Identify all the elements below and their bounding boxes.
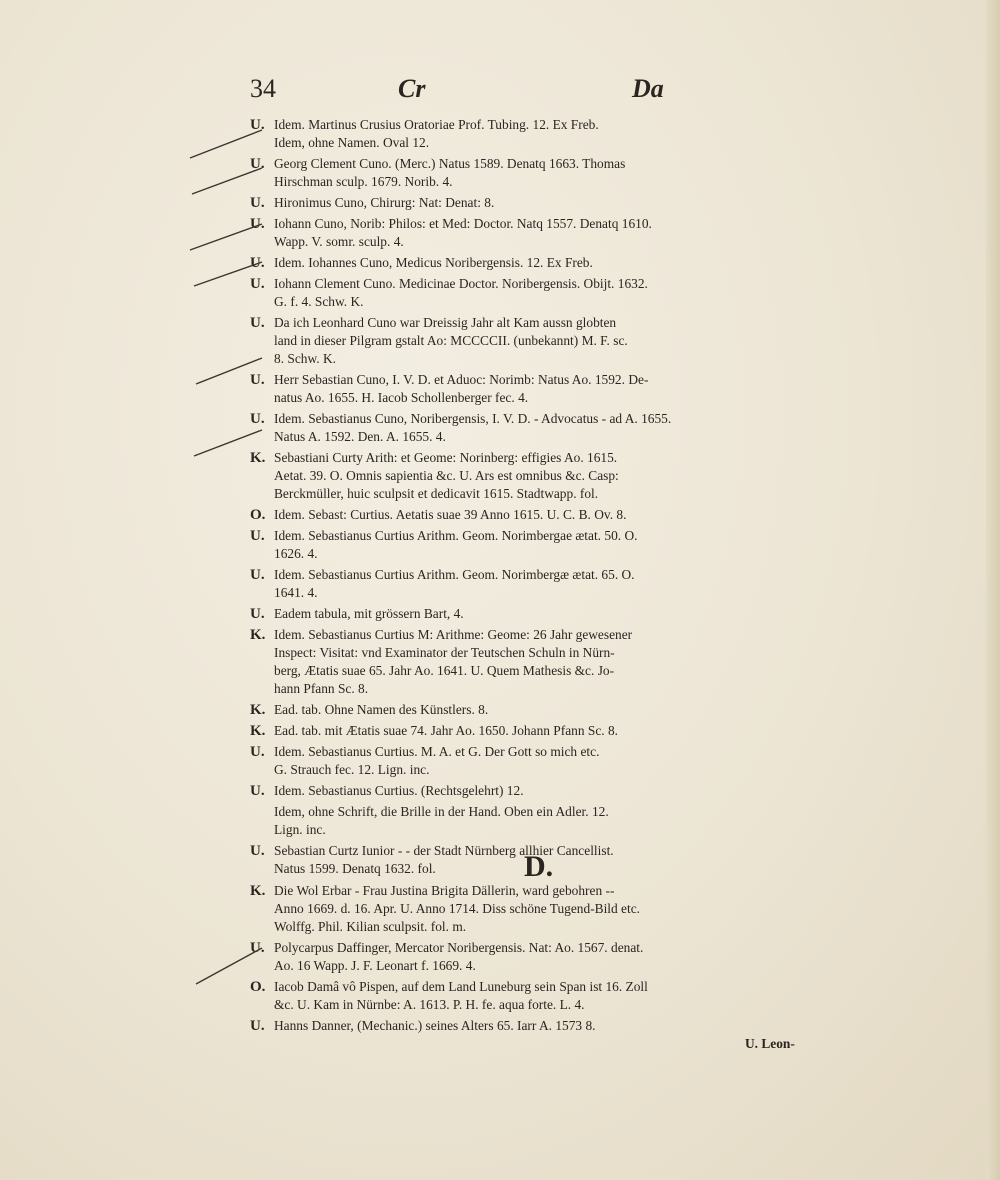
entry-line: Da ich Leonhard Cuno war Dreissig Jahr alt Kam aussn globten bbox=[274, 315, 617, 330]
entry-line: Eadem tabula, mit grössern Bart, 4. bbox=[274, 606, 464, 621]
entry-line: land in dieser Pilgram gstalt Ao: MCCCCII. (unbekannt) M. F. sc. bbox=[274, 333, 628, 348]
catalogue-entry bbox=[250, 626, 825, 698]
entry-line: Georg Clement Cuno. (Merc.) Natus 1589. Denatq 1663. Thomas bbox=[274, 156, 626, 171]
entry-line: Natus A. 1592. Den. A. 1655. 4. bbox=[274, 429, 446, 444]
entry-line: Hanns Danner, (Mechanic.) seines Alters 65. Iarr A. 1573 8. bbox=[274, 1018, 596, 1033]
entry-line: Anno 1669. d. 16. Apr. U. Anno 1714. Diss schöne Tugend-Bild etc. bbox=[274, 901, 641, 916]
entry-line: Ead. tab. Ohne Namen des Künstlers. 8. bbox=[274, 702, 489, 717]
entry-mark: O. bbox=[250, 507, 266, 523]
entry-line: Idem, ohne Schrift, die Brille in der Hand. Oben ein Adler. 12. bbox=[274, 804, 609, 819]
entry-line: Idem. Sebastianus Curtius. (Rechtsgelehrt) 12. bbox=[274, 783, 524, 798]
entry-mark: O. bbox=[250, 979, 266, 995]
entry-mark: U. bbox=[250, 606, 265, 622]
entry-mark: U. bbox=[250, 156, 265, 172]
entry-line: Lign. inc. bbox=[274, 822, 326, 837]
entry-line: 1641. 4. bbox=[274, 585, 318, 600]
entry-mark: U. bbox=[250, 783, 265, 799]
entry-line: Idem, ohne Namen. Oval 12. bbox=[274, 135, 430, 150]
entry-mark: K. bbox=[250, 702, 266, 718]
catalogue-entry bbox=[250, 743, 825, 779]
entry-line: Idem. Sebastianus Curtius. M. A. et G. Der Gott so mich etc. bbox=[274, 744, 600, 759]
entry-mark: K. bbox=[250, 883, 266, 899]
catalogue-entry bbox=[250, 155, 825, 191]
catalogue-entry bbox=[250, 527, 825, 563]
entry-mark: U. bbox=[250, 744, 265, 760]
header-left-key: Cr bbox=[398, 74, 426, 103]
entry-line: &c. U. Kam in Nürnbe: A. 1613. P. H. fe. aqua forte. L. 4. bbox=[274, 997, 585, 1012]
header-right-key: Da bbox=[632, 74, 664, 103]
catalogue-entries-c bbox=[250, 116, 825, 881]
catalogue-entry bbox=[250, 1017, 825, 1035]
running-header bbox=[250, 74, 770, 114]
catalogue-entry bbox=[250, 449, 825, 503]
entry-mark: U. bbox=[250, 940, 265, 956]
entry-line: 8. Schw. K. bbox=[274, 351, 336, 366]
entry-line: Iohann Clement Cuno. Medicinae Doctor. Noribergensis. Obijt. 1632. bbox=[274, 276, 648, 291]
entry-mark: U. bbox=[250, 567, 265, 583]
entry-line: Herr Sebastian Cuno, I. V. D. et Aduoc: Norimb: Natus Ao. 1592. De- bbox=[274, 372, 649, 387]
catalogue-entry bbox=[250, 605, 825, 623]
catalogue-entry bbox=[250, 782, 825, 800]
entry-line: Wolffg. Phil. Kilian sculpsit. fol. m. bbox=[274, 919, 467, 934]
page-number: 34 bbox=[250, 74, 276, 103]
entry-line: Sebastiani Curty Arith: et Geome: Norinberg: effigies Ao. 1615. bbox=[274, 450, 618, 465]
entry-mark: U. bbox=[250, 528, 265, 544]
entry-mark: U. bbox=[250, 216, 265, 232]
catalogue-entry bbox=[250, 803, 825, 839]
entry-line: Berckmüller, huic sculpsit et dedicavit 1615. Stadtwapp. fol. bbox=[274, 486, 599, 501]
catalogue-entry bbox=[250, 254, 825, 272]
catalogue-entry bbox=[250, 978, 825, 1014]
entry-mark: U. bbox=[250, 195, 265, 211]
entry-line: Iohann Cuno, Norib: Philos: et Med: Doctor. Natq 1557. Denatq 1610. bbox=[274, 216, 652, 231]
entry-line: Polycarpus Daffinger, Mercator Noribergensis. Nat: Ao. 1567. denat. bbox=[274, 940, 644, 955]
entry-line: Idem. Iohannes Cuno, Medicus Noribergensis. 12. Ex Freb. bbox=[274, 255, 593, 270]
entry-line: Idem. Sebastianus Curtius M: Arithme: Geome: 26 Jahr gewesener bbox=[274, 627, 633, 642]
catalogue-entry bbox=[250, 701, 825, 719]
entry-line: berg, Ætatis suae 65. Jahr Ao. 1641. U. Quem Mathesis &c. Jo- bbox=[274, 663, 615, 678]
entry-line: hann Pfann Sc. 8. bbox=[274, 681, 369, 696]
catalogue-entry bbox=[250, 371, 825, 407]
entry-line: Idem. Sebastianus Curtius Arithm. Geom. Norimbergae ætat. 50. O. bbox=[274, 528, 638, 543]
catalogue-entry bbox=[250, 194, 825, 212]
entry-line: Ao. 16 Wapp. J. F. Leonart f. 1669. 4. bbox=[274, 958, 476, 973]
entry-mark: K. bbox=[250, 450, 266, 466]
section-heading: D. bbox=[524, 850, 554, 883]
catalogue-entry bbox=[250, 116, 825, 152]
page-edge bbox=[986, 0, 1000, 1180]
entry-line: Aetat. 39. O. Omnis sapientia &c. U. Ars est omnibus &c. Casp: bbox=[274, 468, 619, 483]
catalogue-entry bbox=[250, 722, 825, 740]
entry-line: Die Wol Erbar - Frau Justina Brigita Dällerin, ward gebohren -- bbox=[274, 883, 615, 898]
entry-line: Idem. Sebastianus Curtius Arithm. Geom. Norimbergæ ætat. 65. O. bbox=[274, 567, 635, 582]
entry-line: Iacob Damâ vô Pispen, auf dem Land Luneburg sein Span ist 16. Zoll bbox=[274, 979, 648, 994]
entry-line: Sebastian Curtz Iunior - - der Stadt Nürnberg allhier Cancellist. bbox=[274, 843, 614, 858]
entry-line: G. f. 4. Schw. K. bbox=[274, 294, 364, 309]
entry-line: Idem. Sebastianus Cuno, Noribergensis, I. V. D. - Advocatus - ad A. 1655. bbox=[274, 411, 672, 426]
entry-mark: U. bbox=[250, 411, 265, 427]
entry-line: natus Ao. 1655. H. Iacob Schollenberger fec. 4. bbox=[274, 390, 529, 405]
entry-line: Inspect: Visitat: vnd Examinator der Teutschen Schuln in Nürn- bbox=[274, 645, 615, 660]
entry-line: Wapp. V. somr. sculp. 4. bbox=[274, 234, 404, 249]
entry-line: Natus 1599. Denatq 1632. fol. bbox=[274, 861, 436, 876]
entry-mark: U. bbox=[250, 255, 265, 271]
entry-mark: U. bbox=[250, 372, 265, 388]
entry-mark: U. bbox=[250, 276, 265, 292]
entry-mark: U. bbox=[250, 117, 265, 133]
catchword: U. Leon- bbox=[745, 1036, 795, 1051]
catalogue-entry bbox=[250, 882, 825, 936]
catalogue-entry bbox=[250, 215, 825, 251]
entry-line: G. Strauch fec. 12. Lign. inc. bbox=[274, 762, 430, 777]
catalogue-entry bbox=[250, 410, 825, 446]
catalogue-entry bbox=[250, 566, 825, 602]
entry-mark: K. bbox=[250, 723, 266, 739]
entry-line: Idem. Martinus Crusius Oratoriae Prof. Tubing. 12. Ex Freb. bbox=[274, 117, 599, 132]
entry-mark: U. bbox=[250, 1018, 265, 1034]
catalogue-entries-d bbox=[250, 882, 825, 1038]
entry-line: Hironimus Cuno, Chirurg: Nat: Denat: 8. bbox=[274, 195, 495, 210]
entry-mark: U. bbox=[250, 843, 265, 859]
catalogue-entry bbox=[250, 275, 825, 311]
catalogue-entry bbox=[250, 506, 825, 524]
entry-line: Ead. tab. mit Ætatis suae 74. Jahr Ao. 1650. Johann Pfann Sc. 8. bbox=[274, 723, 619, 738]
entry-line: 1626. 4. bbox=[274, 546, 318, 561]
catalogue-entry bbox=[250, 939, 825, 975]
entry-mark: K. bbox=[250, 627, 266, 643]
entry-line: Hirschman sculp. 1679. Norib. 4. bbox=[274, 174, 453, 189]
entry-line: Idem. Sebast: Curtius. Aetatis suae 39 Anno 1615. U. C. B. Ov. 8. bbox=[274, 507, 627, 522]
catalogue-entry bbox=[250, 314, 825, 368]
entry-mark: U. bbox=[250, 315, 265, 331]
